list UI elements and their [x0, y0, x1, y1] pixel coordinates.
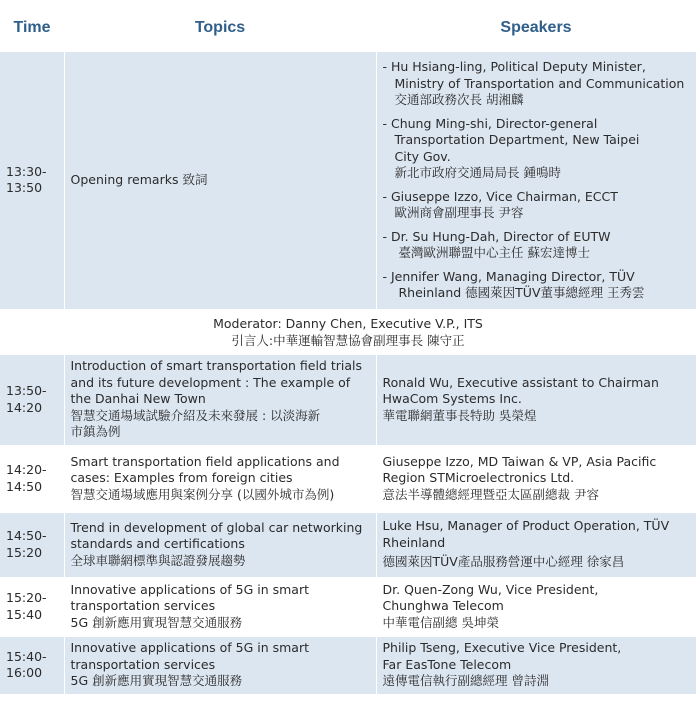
topic-line: Smart transportation field applications and	[70, 453, 340, 469]
time-start: 13:30-	[6, 163, 47, 179]
session-row	[0, 578, 696, 636]
topic-line: standards and certifications	[70, 536, 245, 552]
speakers-cell	[376, 512, 696, 578]
speaker-line: - Dr. Su Hung-Dah, Director of EUTW	[382, 228, 611, 244]
topic-cell	[64, 446, 376, 512]
speaker-line: HwaCom Systems Inc.	[382, 391, 522, 407]
topics-header: Topics	[64, 6, 376, 51]
topic-line: transportation services	[70, 656, 216, 672]
speaker-line: - Hu Hsiang-ling, Political Deputy Minister,	[382, 59, 646, 74]
speaker-line: Rheinland 德國萊因TÜV董事總經理 王秀雲	[398, 285, 645, 300]
topic-line: 5G 創新應用實現智慧交通服務	[70, 614, 243, 630]
topic-line: transportation services	[70, 598, 216, 614]
speaker-line: Giuseppe Izzo, MD Taiwan & VP, Asia Pacific	[382, 453, 657, 469]
speaker-line: 臺灣歐洲聯盟中心主任 蘇宏達博士	[398, 245, 590, 260]
time-end: 15:20	[6, 544, 43, 560]
agenda-table	[0, 6, 696, 694]
topic-line: Opening remarks 致詞	[70, 172, 208, 187]
topic-line: 智慧交通場域應用與案例分享 (以國外城市為例)	[70, 486, 335, 502]
time-cell	[0, 636, 64, 694]
moderator-cell	[0, 310, 696, 354]
speaker-line: Dr. Quen-Zong Wu, Vice President,	[382, 581, 599, 597]
topic-line: 全球車聯網標準與認證發展趨勢	[70, 552, 246, 568]
speaker-line: Chunghwa Telecom	[382, 598, 504, 614]
session-row	[0, 354, 696, 446]
time-start: 15:20-	[6, 590, 47, 605]
time-start: 14:20-	[6, 462, 47, 477]
speakers-cell	[376, 636, 696, 694]
speaker-line: 德國萊因TÜV產品服務營運中心經理 徐家昌	[382, 554, 625, 570]
speaker-line: - Jennifer Wang, Managing Director, TÜV	[382, 268, 635, 284]
speaker-line: Ronald Wu, Executive assistant to Chairman	[382, 374, 659, 390]
speaker-line: 意法半導體總經理暨亞太區副總裁 尹容	[382, 486, 599, 502]
topic-line: Introduction of smart transportation field trials	[70, 358, 362, 374]
moderator-row	[0, 310, 696, 354]
time-end: 14:50	[6, 478, 43, 494]
speaker-line: Ministry of Transportation and Communication	[394, 75, 685, 91]
speaker-line: Rheinland	[382, 534, 446, 550]
opening-row	[0, 51, 696, 310]
time-cell	[0, 51, 64, 310]
topic-cell	[64, 636, 376, 694]
speaker-line: 新北市政府交通局局長 鍾鳴時	[394, 165, 561, 180]
topic-line: 5G 創新應用實現智慧交通服務	[70, 673, 243, 689]
topic-line: 市鎮為例	[70, 424, 121, 440]
time-cell	[0, 578, 64, 636]
speaker-line: 中華電信副總 吳坤榮	[382, 614, 499, 630]
time-end: 16:00	[6, 665, 43, 680]
time-start: 13:50-	[6, 383, 47, 398]
speaker-line: Region STMicroelectronics Ltd.	[382, 470, 575, 486]
topic-cell	[64, 51, 376, 310]
speaker-line: 交通部政務次長 胡湘麟	[394, 92, 524, 107]
moderator-line-zh: 引言人:中華運輸智慧協會副理事長 陳守正	[231, 332, 465, 348]
time-cell	[0, 512, 64, 578]
topic-line: Trend in development of global car networking	[70, 519, 363, 535]
time-cell	[0, 446, 64, 512]
topic-line: Innovative applications of 5G in smart	[70, 581, 310, 597]
topic-cell	[64, 354, 376, 446]
speaker-line: Far EasTone Telecom	[382, 656, 512, 672]
time-cell	[0, 354, 64, 446]
speaker-line: Philip Tseng, Executive Vice President,	[382, 640, 622, 656]
session-row	[0, 636, 696, 694]
time-end: 15:40	[6, 606, 43, 622]
speaker-line: Transportation Department, New Taipei	[394, 132, 640, 147]
topic-cell	[64, 578, 376, 636]
topic-line: and its future development : The example of	[70, 374, 351, 390]
topic-line: Innovative applications of 5G in smart	[70, 640, 310, 656]
topic-line: cases: Examples from foreign cities	[70, 470, 293, 486]
topic-line: the Danhai New Town	[70, 391, 206, 407]
speaker-line: - Giuseppe Izzo, Vice Chairman, ECCT	[382, 188, 618, 204]
time-start: 15:40-	[6, 648, 47, 664]
speaker-4	[383, 229, 691, 262]
topic-cell	[64, 512, 376, 578]
session-row	[0, 446, 696, 512]
speaker-line: City Gov.	[394, 148, 451, 164]
time-end: 14:20	[6, 399, 43, 415]
speaker-5	[383, 269, 691, 302]
speakers-cell	[376, 446, 696, 512]
moderator-line-en: Moderator: Danny Chen, Executive V.P., ITS	[213, 315, 483, 331]
header-row	[0, 6, 696, 51]
speakers-cell	[376, 354, 696, 446]
speaker-line: Luke Hsu, Manager of Product Operation, TÜV	[382, 518, 670, 534]
speaker-line: - Chung Ming-shi, Director-general	[382, 115, 598, 131]
time-start: 14:50-	[6, 528, 47, 543]
speaker-3	[383, 189, 691, 222]
speaker-line: 歐洲商會副理事長 尹容	[394, 205, 524, 220]
time-end: 13:50	[6, 180, 43, 196]
time-header: Time	[0, 6, 64, 51]
speaker-line: 遠傳電信執行副總經理 曾詩淵	[382, 673, 549, 689]
speaker-2	[383, 116, 691, 182]
speakers-cell	[376, 578, 696, 636]
topic-line: 智慧交通場域試驗介紹及未來發展 : 以淡海新	[70, 407, 321, 423]
speakers-header: Speakers	[376, 6, 696, 51]
session-row	[0, 512, 696, 578]
speakers-cell	[376, 51, 696, 310]
speaker-line: 華電聯網董事長特助 吳榮煌	[382, 407, 537, 423]
speaker-1	[383, 59, 691, 109]
